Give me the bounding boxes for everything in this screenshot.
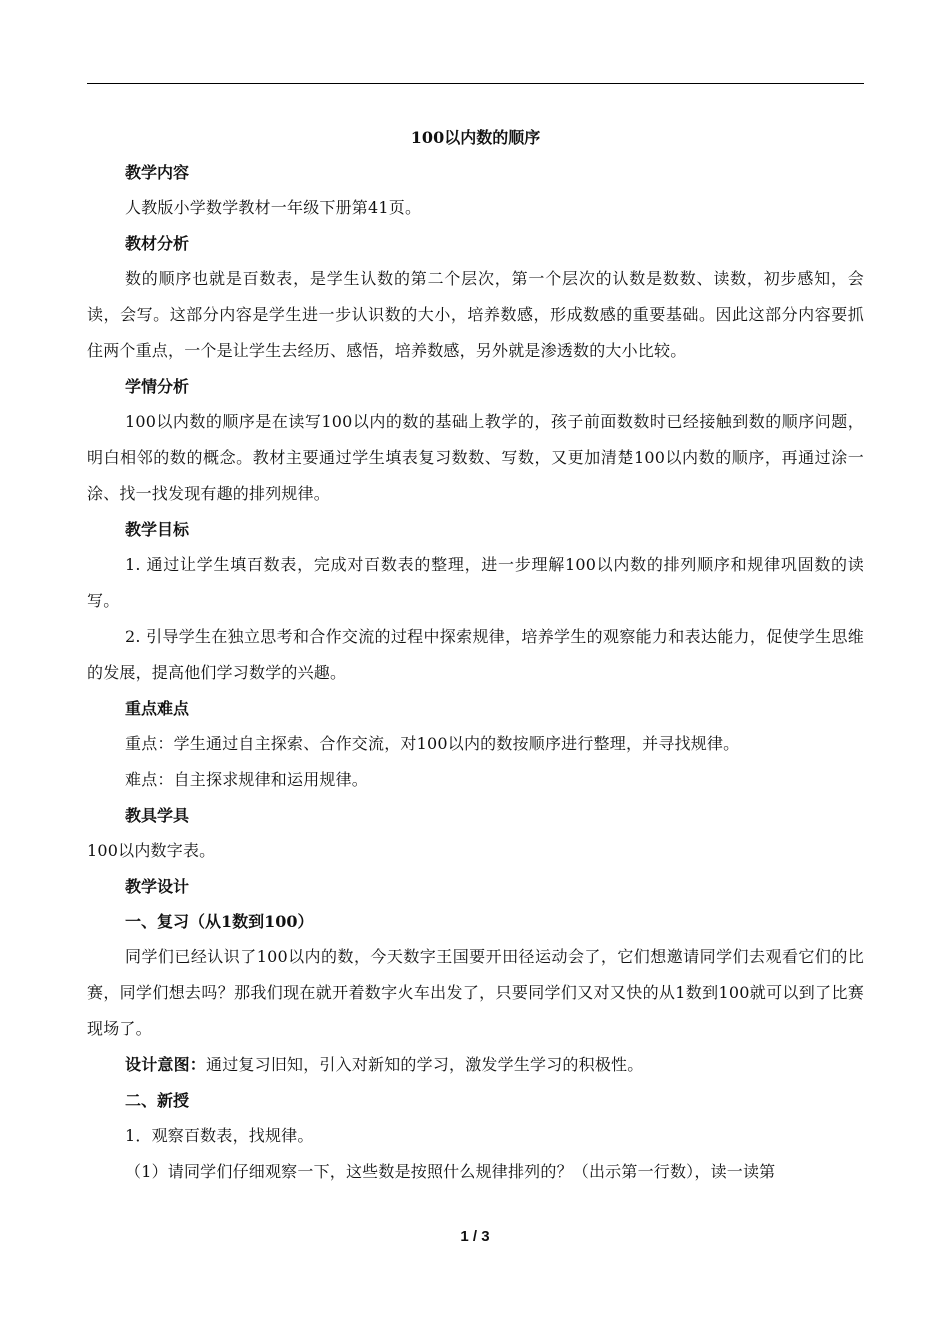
paragraph-teaching-tools: 100以内数字表。 <box>87 841 216 860</box>
heading-review: 一、复习（从1数到100） <box>125 912 314 931</box>
heading-teaching-content: 教学内容 <box>125 163 190 182</box>
paragraph-review: 同学们已经认识了100以内的数，今天数字王国要开田径运动会了，它们想邀请同学们去观看它们的比赛，同学们想去吗？那我们现在就开着数字火车出发了，只要同学们又对又快的从1数到100就可以到了比赛现场了。 <box>87 947 864 1038</box>
document-body <box>87 121 864 1190</box>
heading-material-analysis: 教材分析 <box>125 234 190 253</box>
paragraph-teaching-content: 人教版小学数学教材一年级下册第41页。 <box>125 198 422 217</box>
heading-teaching-goals: 教学目标 <box>125 520 190 539</box>
heading-teaching-design: 教学设计 <box>125 877 190 896</box>
heading-learner-analysis: 学情分析 <box>125 377 190 396</box>
paragraph-difficulty: 难点：自主探求规律和运用规律。 <box>125 770 369 789</box>
document-title: 100以内数的顺序 <box>410 128 541 147</box>
page-indicator: 1 / 3 <box>460 1228 490 1245</box>
heading-teaching-tools: 教具学具 <box>125 806 190 825</box>
header-rule <box>87 83 864 84</box>
paragraph-material-analysis: 数的顺序也就是百数表，是学生认数的第二个层次，第一个层次的认数是数数、读数，初步感知，会读，会写。这部分内容是学生进一步认识数的大小，培养数感，形成数感的重要基础。因此这部分内容要抓住两个重点，一个是让学生去经历、感悟，培养数感，另外就是渗透数的大小比较。 <box>87 269 864 360</box>
paragraph-key-point: 重点：学生通过自主探索、合作交流，对100以内的数按顺序进行整理，并寻找规律。 <box>125 734 740 753</box>
paragraph-new-item-1-1: （1）请同学们仔细观察一下，这些数是按照什么规律排列的？（出示第一行数），读一读第 <box>125 1162 776 1181</box>
heading-new-lesson: 二、新授 <box>125 1091 190 1110</box>
heading-key-difficulty: 重点难点 <box>125 699 190 718</box>
paragraph-design-intent <box>87 1047 864 1083</box>
design-intent-label: 设计意图： <box>125 1055 207 1074</box>
paragraph-goal-2: 2. 引导学生在独立思考和合作交流的过程中探索规律，培养学生的观察能力和表达能力，促使学生思维的发展，提高他们学习数学的兴趣。 <box>87 627 864 682</box>
design-intent-text: 通过复习旧知，引入对新知的学习，激发学生学习的积极性。 <box>206 1055 644 1074</box>
paragraph-learner-analysis: 100以内数的顺序是在读写100以内的数的基础上教学的，孩子前面数数时已经接触到数的顺序问题，明白相邻的数的概念。教材主要通过学生填表复习数数、写数，又更加清楚100以内数的顺序，再通过涂一涂、找一找发现有趣的排列规律。 <box>87 412 864 503</box>
paragraph-goal-1: 1. 通过让学生填百数表，完成对百数表的整理，进一步理解100以内数的排列顺序和规律巩固数的读写。 <box>87 555 864 610</box>
paragraph-new-item-1: 1．观察百数表，找规律。 <box>125 1126 314 1145</box>
